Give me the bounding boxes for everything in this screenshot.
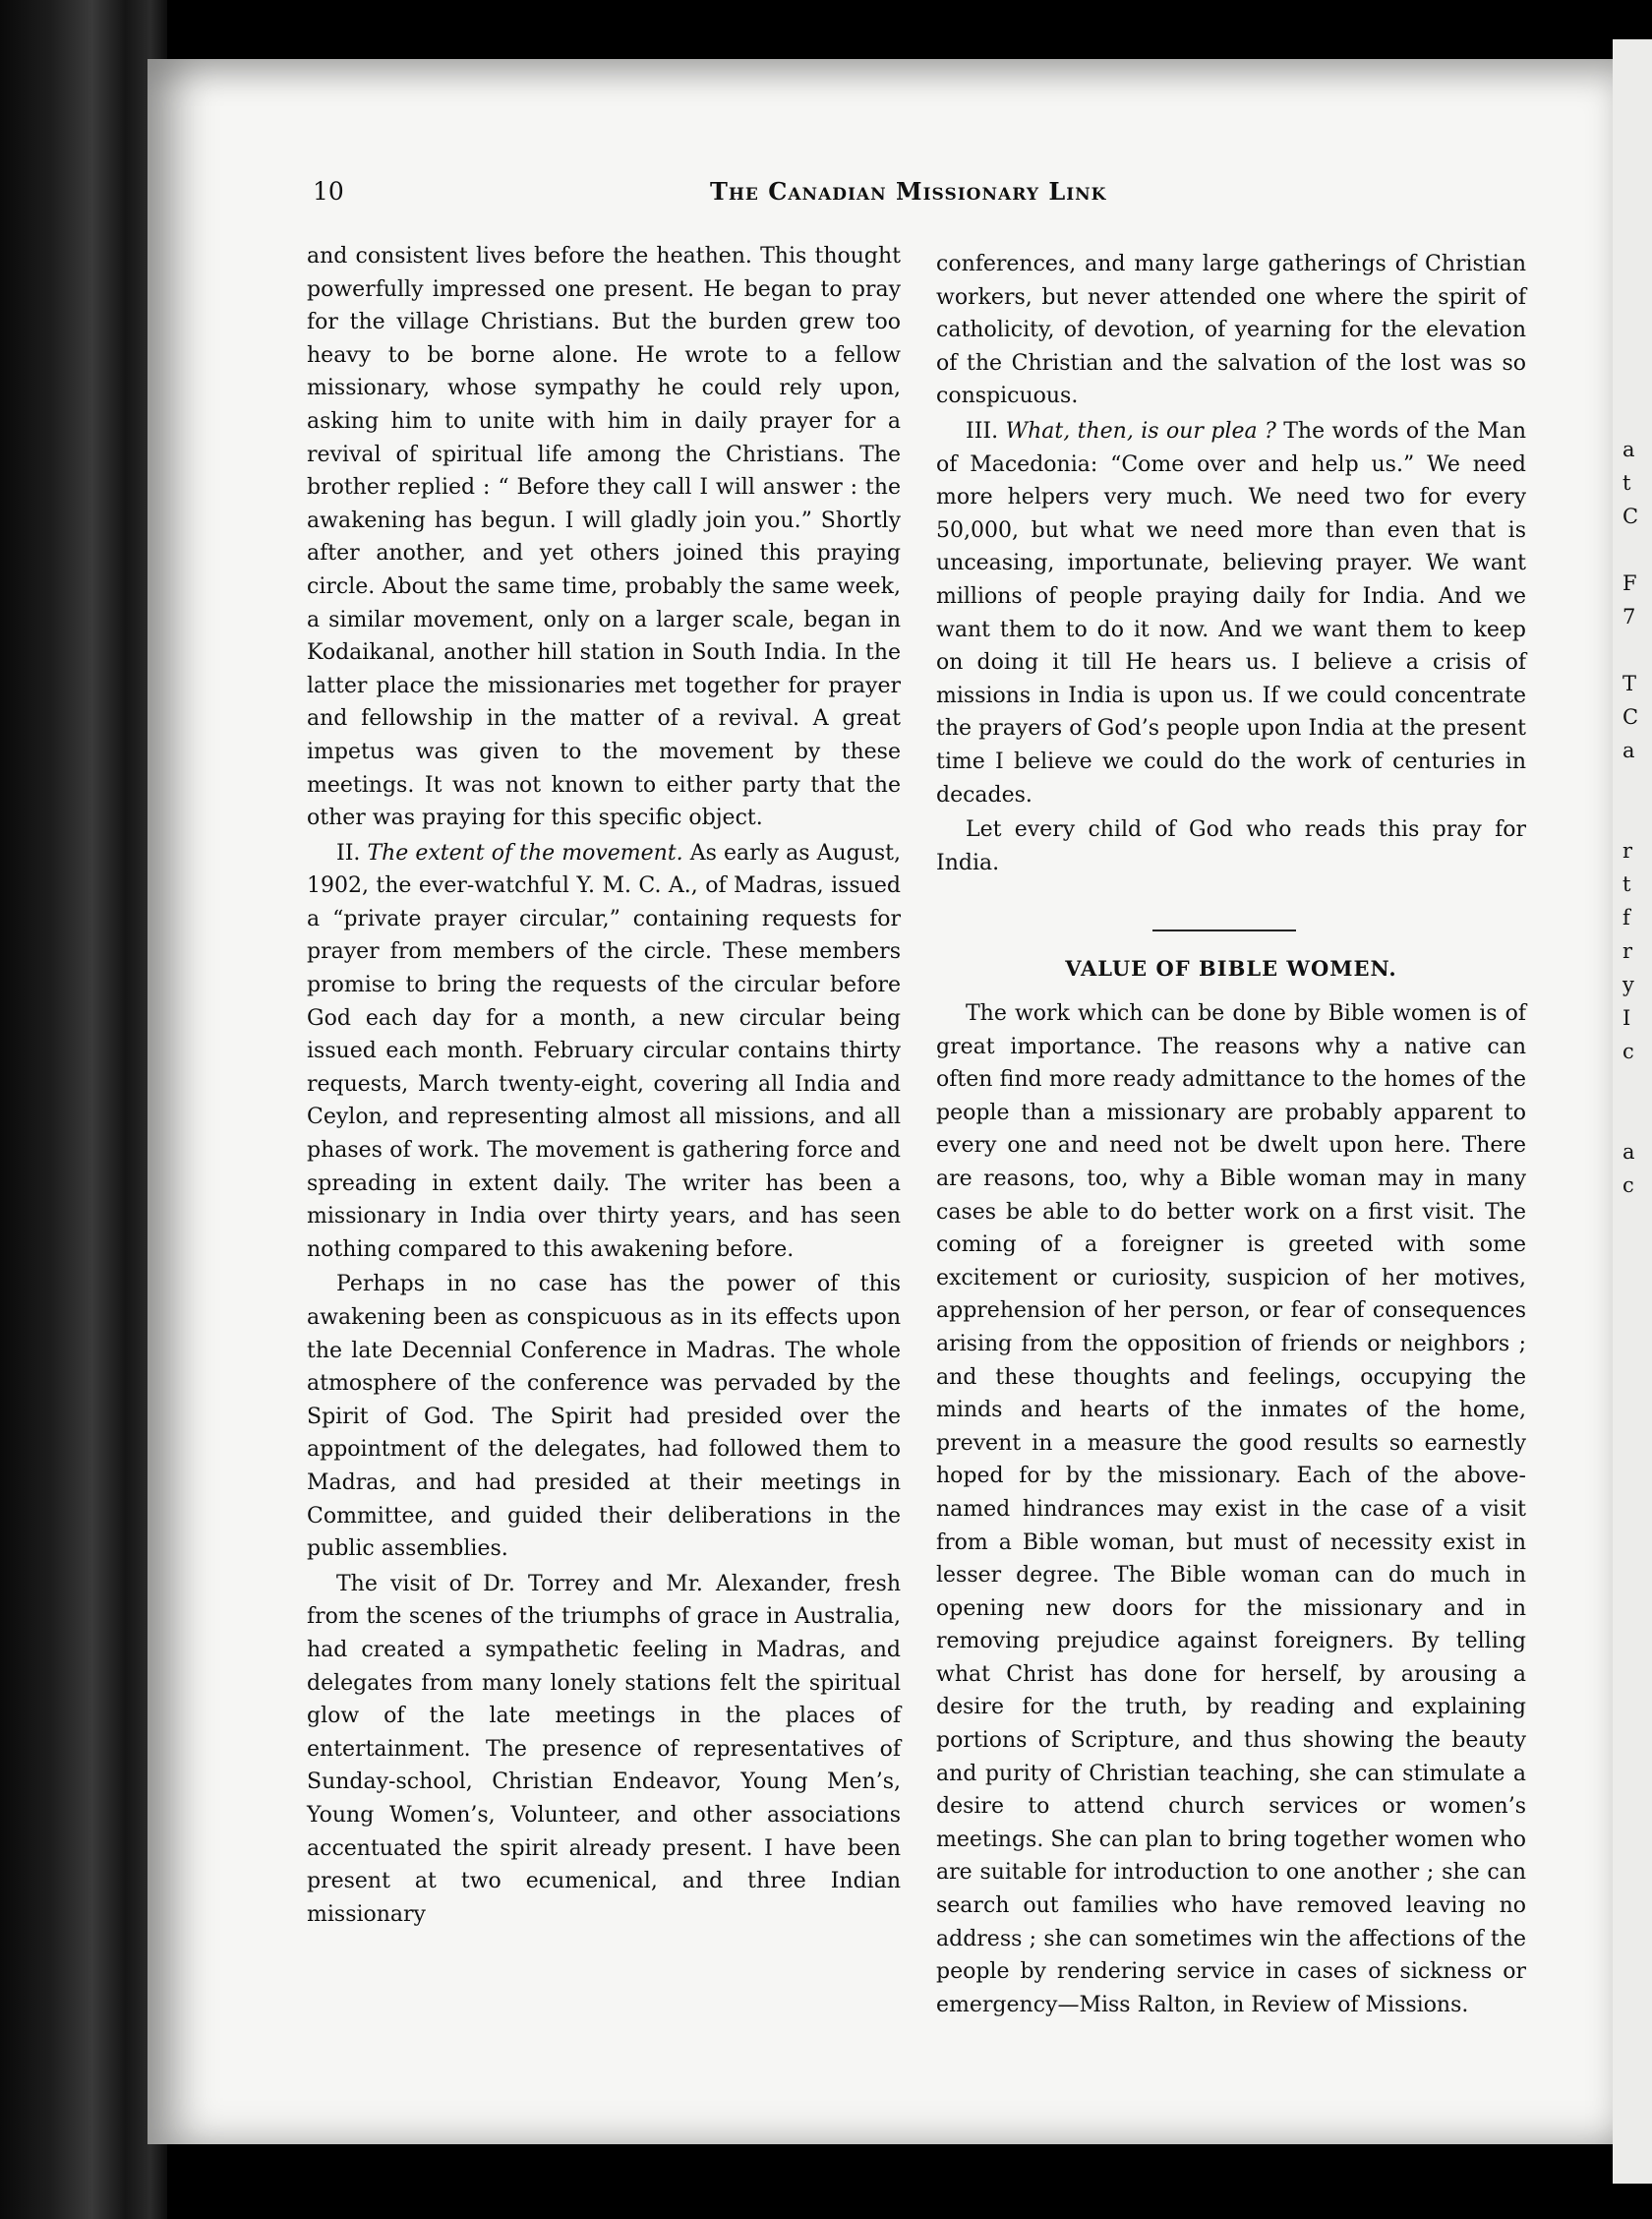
section-divider-rule [1152,930,1296,931]
facing-page-fragment: f [1622,906,1630,930]
paragraph: The visit of Dr. Torrey and Mr. Alexander, fresh from the scenes of the triumphs of grace in Australia, had created a sympathetic feeling in Madras, and delegates from many lonely stations felt the spiritual glow of the late meetings in the places of entertainment. The presence of representatives of Sunday-school, Christian Endeavor, Young Men’s, Young Women’s, Volunteer, and other associations accentuated the spirit already present. I have been present at two ecumenical, and three Indian missionary [307,1571,901,1927]
left-column [307,240,901,1933]
paragraph: The work which can be done by Bible women is of great importance. The reasons why a native can often find more ready admittance to the homes of the people than a missionary are probably apparent to every one and need not be dwelt upon here. There are reasons, too, why a Bible woman may in many cases be able to do better work on a first visit. The coming of a foreigner is greeted with some excitement or curiosity, suspicion of her motives, apprehension of her person, or fear of consequences arising from the opposition of friends or neighbors ; and these thoughts and feelings, occupying the minds and hearts of the inmates of the home, prevent in a measure the good results so earnestly hoped for by the missionary. Each of the above-named hindrances may exist in the case of a visit from a Bible woman, but must of necessity exist in lesser degree. The Bible woman can do much in opening new doors for the missionary and in removing prejudice against foreigners. By telling what Christ has done for herself, by arousing a desire for the truth, by reading and explaining portions of Scripture, and thus showing the beauty and purity of Christian teaching, she can stimulate a desire to attend church services or women’s meetings. She can plan to bring together women who are suitable for introduction to one another ; she can search out families who have removed leaving no address ; she can sometimes win the affections of the people by rendering service in cases of sickness or emergency—Miss Ralton, in Review of Missions. [936,1001,1526,2017]
facing-page-fragment [1622,633,1652,667]
facing-page-fragment: C [1622,705,1639,729]
facing-page-fragment: c [1622,1040,1634,1063]
section-heading: VALUE OF BIBLE WOMEN. [1065,956,1397,981]
facing-page-text-fragments [1622,433,1652,1202]
facing-page-fragment: 7 [1622,605,1636,629]
section-subheading: What, then, is our plea ? [1005,418,1276,444]
paragraph: conferences, and many large gatherings of Christian workers, but never attended one where the spirit of catholicity, of devotion, of yearning for the elevation of the Christian and the salvation of the lost was so conspicuous. [936,252,1526,409]
right-column-top [936,248,1526,881]
facing-page-fragment: c [1622,1173,1634,1197]
facing-page-fragment: t [1622,471,1631,495]
facing-page-fragment [1622,533,1652,567]
facing-page-fragment: I [1622,1006,1631,1030]
section-number: III. [966,418,999,444]
facing-page-fragment: F [1622,571,1637,595]
paragraph-section-iii [936,415,1526,811]
right-column-bottom [936,997,1526,2023]
paragraph: and consistent lives before the heathen. This thought powerfully impressed one present. He began to pray for the village Christians. But the burden grew too heavy to be borne alone. He wrote to a fellow missionary, whose sympathy he could rely upon, asking him to unite with him in daily prayer for a revival of spiritual life among the Christians. The brother replied : “ Before they call I will answer : the awakening has begun. I will gladly join you.” Shortly after another, and yet others joined this praying circle. About the same time, probably the same week, a similar movement, only on a larger scale, began in Kodaikanal, another hill station in South India. In the latter place the missionaries met together for prayer and fellowship in the matter of a revival. A great impetus was given to the movement by these meetings. It was not known to either party that the other was praying for this specific object. [307,244,901,831]
facing-page-fragment [1622,767,1652,801]
facing-page-fragment [1622,1068,1652,1102]
paragraph: Perhaps in no case has the power of this awakening been as conspicuous as in its effects upon the late Decennial Conference in Madras. The whole atmosphere of the conference was pervaded by the Spirit of God. The Spirit had presided over the appointment of the delegates, had followed them to Madras, and had presided at their meetings in Committee, and guided their deliberations in the public assemblies. [307,1272,901,1562]
facing-page-fragment: a [1622,438,1635,461]
paragraph-text: As early as August, 1902, the ever-watchful Y. M. C. A., of Madras, issued a “private prayer circular,” containing requests for prayer from members of the circle. These members promise to bring the requests of the circular before God each day for a month, a new circular being issued each month. February circular contains thirty requests, March twenty-eight, covering all India and Ceylon, and representing almost all missions, and all phases of work. The movement is gathering force and spreading in extent daily. The writer has been a missionary in India over thirty years, and has seen nothing compared to this awakening before. [307,840,901,1262]
paragraph-section-ii [307,837,901,1267]
facing-page-fragment: T [1622,672,1637,695]
facing-page-fragment [1622,1102,1652,1135]
section-subheading: The extent of the movement. [367,840,683,866]
section-number: II. [336,840,361,866]
facing-page-fragment: r [1622,839,1633,863]
paragraph-text: The words of the Man of Macedonia: “Come over and help us.” We need more helpers very much. We need two for every 50,000, but what we need more than even that is unceasing, importunate, believing prayer. We want millions of people praying daily for India. And we want them to do it now. And we want them to keep on doing it till He hears us. I believe a crisis of missions in India is upon us. If we could concentrate the prayers of God’s people upon India at the present time I believe we could do the work of centuries in decades. [936,418,1526,808]
facing-page-fragment [1622,801,1652,834]
book-binding-edge [0,0,167,2219]
facing-page-fragment: y [1622,973,1634,996]
paragraph: Let every child of God who reads this pray for India. [936,817,1526,875]
facing-page-fragment: a [1622,739,1635,762]
facing-page-fragment: t [1622,872,1631,896]
facing-page-fragment: r [1622,939,1633,963]
facing-page-fragment: C [1622,505,1639,528]
facing-page-fragment: a [1622,1140,1635,1164]
running-title: The Canadian Missionary Link [710,177,1107,206]
page-number: 10 [313,177,344,206]
